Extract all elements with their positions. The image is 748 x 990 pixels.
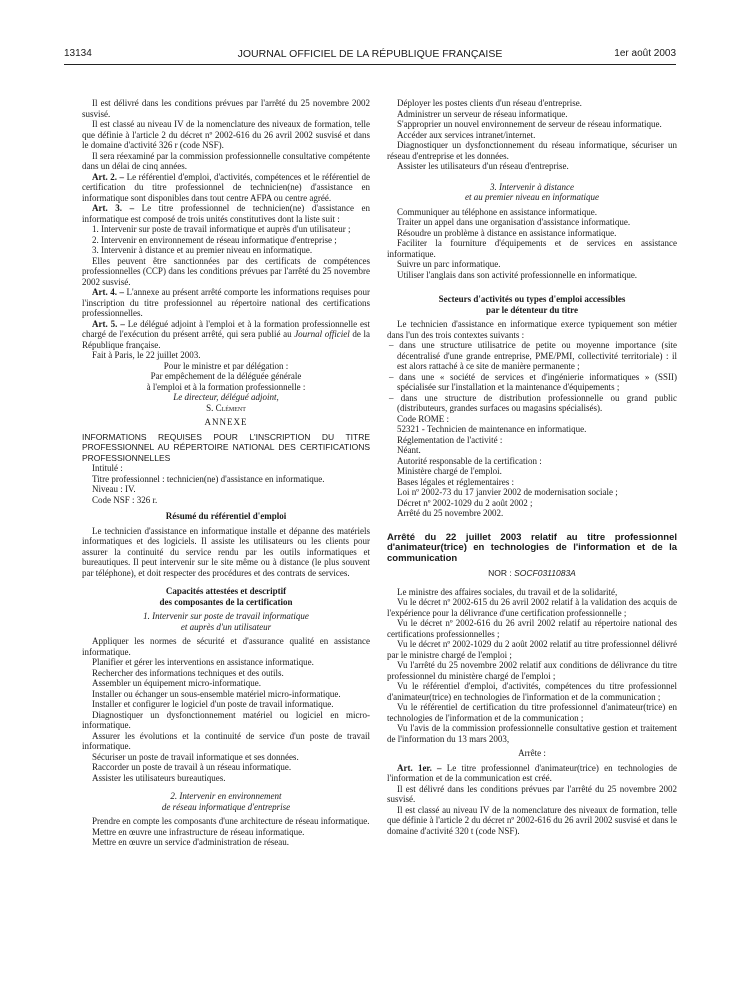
list-item: Accéder aux services intranet/internet. (397, 129, 536, 140)
field-value: Niveau : IV. (92, 484, 136, 494)
list-item: Vu le décret nº 2002-1029 du 2 août 2002 relatif au titre professionnel délivré par le ministre chargé de l'emploi ; (387, 639, 677, 660)
list-item: Sécuriser un poste de travail informatique et ses données. (92, 751, 299, 762)
list-item: Communiquer au téléphone en assistance informatique. (397, 206, 597, 217)
nor-reference (387, 568, 677, 579)
paragraph: Il est délivré dans les conditions prévues par l'arrêté du 25 novembre 2002 susvisé. (82, 98, 370, 119)
article-label: Art. 2. – (92, 171, 125, 182)
field-value: Loi nº 2002-73 du 17 janvier 2002 de modernisation sociale ; (397, 487, 618, 497)
article-1 (387, 763, 677, 784)
field-label: Bases légales et réglementaires : (397, 476, 514, 487)
right-column (387, 98, 677, 836)
page-header (64, 48, 676, 62)
visa-list (387, 597, 677, 744)
article-label: Art. 3. – (92, 203, 135, 213)
paragraph: Elles peuvent être sanctionnées par des certificats de compétences professionnelles (CCP) dans les conditions prévues par l'arrêté du 25 novembre 2002 susvisé. (82, 255, 370, 287)
list-item: Vu l'arrêté du 25 novembre 2002 relatif aux conditions de délivrance du titre professionnel du ministère chargé de l'emploi ; (387, 660, 677, 681)
list-item: Diagnostiquer un dysfonctionnement du réseau informatique, sécuriser un réseau d'entreprise et les données. (387, 140, 677, 161)
annexe-title: INFORMATIONS REQUISES POUR L'INSCRIPTION DU TITRE PROFESSIONNEL AU RÉPERTOIRE NATIONAL DES CERTIFICATIONS PROFESSIONNELLES (82, 431, 370, 463)
list-item: Installer ou échanger un sous-ensemble matériel micro-informatique. (92, 688, 341, 699)
signature-line: Par empêchement de la déléguée générale (150, 371, 302, 381)
list-item: Mettre en œuvre un service d'administration de réseau. (92, 837, 290, 847)
unit-item: 3. Intervenir à distance et au premier niveau en informatique. (92, 245, 313, 255)
list-item: Utiliser l'anglais dans son activité professionnelle en informatique. (397, 269, 638, 280)
list-item: Déployer les postes clients d'un réseau d'entreprise. (397, 98, 582, 108)
article-label: Art. 4. – (92, 287, 124, 297)
paragraph: Le ministre des affaires sociales, du travail et de la solidarité, (397, 586, 618, 597)
signature-date: Fait à Paris, le 22 juillet 2003. (92, 350, 201, 360)
section-heading: Capacités attestées et descriptif (165, 586, 287, 596)
subsection-title: de réseau informatique d'entreprise (161, 801, 291, 812)
paragraph: Il est délivré dans les conditions prévues par l'arrêté du 25 novembre 2002 susvisé. (387, 783, 677, 804)
list-item: Résoudre un problème à distance en assistance informatique. (397, 227, 617, 238)
list-item: Diagnostiquer un dysfonctionnement matériel ou logiciel en micro-informatique. (82, 709, 370, 730)
article-text: Le référentiel d'emploi, d'activités, compétences et le référentiel de certification du titre professionnel de technicien(ne) d'assistance en informatique sont disponibles dans tout centre AFPA ou centre agréé. (82, 171, 370, 203)
annexe-heading: ANNEXE (204, 417, 248, 427)
field-value: Ministère chargé de l'emploi. (397, 466, 502, 476)
field-label: Intitulé : (92, 463, 123, 473)
article-text: Le titre professionnel d'animateur(trice) en technologies de l'information et de la communication est créé. (387, 762, 677, 783)
subsection-title: et auprès d'un utilisateur (180, 621, 272, 632)
signature-line: Pour le ministre et par délégation : (163, 360, 289, 371)
journal-title: JOURNAL OFFICIEL DE LA RÉPUBLIQUE FRANÇAISE (237, 48, 503, 60)
paragraph: Le technicien d'assistance en informatique installe et dépanne des matériels informatiques et des logiciels. Il assiste les utilisateurs ou les clients pour assurer la continuité du service rendu par les outils informatiques et bureautiques. Il peut intervenir sur le site même ou à distance (le plus souvent par téléphone), et doit respecter des procédures et des contrats de services. (82, 525, 370, 578)
capacity-list (387, 207, 677, 281)
unit-item: 1. Intervenir sur poste de travail informatique et auprès d'un utilisateur ; (92, 224, 351, 234)
capacity-list (82, 816, 370, 848)
signature-line: à l'emploi et à la formation professionnelle : (146, 381, 306, 392)
field-value: Code NSF : 326 r. (92, 494, 158, 505)
list-item: Assurer les évolutions et la continuité de service d'un poste de travail informatique. (82, 730, 370, 751)
subsection-title: 3. Intervenir à distance (490, 181, 574, 192)
section-heading: des composantes de la certification (159, 596, 293, 607)
field-value: Arrêté du 25 novembre 2002. (397, 508, 504, 518)
subsection-title: et au premier niveau en informatique (465, 192, 599, 202)
article-label: Art. 1er. – (397, 762, 442, 773)
article-label: Art. 5. – (92, 318, 125, 329)
page-number: 13134 (64, 48, 92, 59)
capacity-list (387, 98, 677, 172)
article-text: Le titre professionnel de technicien(ne) d'assistance en informatique est composé de trois unités constitutives dont la liste suit : (82, 203, 370, 224)
field-value: Titre professionnel : technicien(ne) d'assistance en informatique. (92, 473, 325, 484)
unit-item: 2. Intervenir en environnement de réseau informatique d'entreprise ; (92, 234, 337, 245)
arrete-verb: Arrête : (518, 748, 546, 758)
list-item: Installer et configurer le logiciel d'un poste de travail informatique. (92, 699, 334, 709)
list-item: Assembler un équipement micro-informatique. (92, 678, 261, 688)
list-item: Vu le référentiel d'emploi, d'activités, compétences du titre professionnel d'animateur(trice) en technologies de l'information et de la communication ; (387, 681, 677, 702)
decree-title: Arrêté du 22 juillet 2003 relatif au titre professionnel d'animateur(trice) en technologies de l'information et de la communication (387, 531, 677, 564)
list-item: Vu le référentiel de certification du titre professionnel d'animateur(trice) en technologies de l'information et de la communication ; (387, 702, 677, 723)
paragraph: Il est classé au niveau IV de la nomenclature des niveaux de formation, telle que définie à l'article 2 du décret nº 2002-616 du 26 avril 2002 susvisé et dans le domaine d'activité 326 r (code NSF). (82, 119, 370, 150)
list-item: Prendre en compte les composants d'une architecture de réseau informatique. (92, 816, 370, 826)
signatory: S. Clément (206, 402, 246, 413)
section-heading: par le détenteur du titre (486, 304, 578, 315)
capacity-list (82, 636, 370, 783)
list-item: S'approprier un nouvel environnement de serveur de réseau informatique. (397, 119, 662, 129)
list-item: – dans une structure de distribution professionnelle ou grand public (distributeurs, grandes surfaces ou magasins spécialisés). (389, 392, 677, 413)
list-item: Raccorder un poste de travail à un réseau informatique. (92, 762, 292, 772)
paragraph: Le technicien d'assistance en informatique exerce typiquement son métier dans l'un des trois contextes suivants : (387, 319, 677, 340)
article-4 (82, 287, 370, 319)
article-text: de la République française. (82, 329, 370, 350)
section-heading: Résumé du référentiel d'emploi (165, 511, 287, 521)
field-label: Code ROME : (397, 413, 450, 424)
list-item: – dans une « société de services et d'ingénierie informatiques » (SSII) spécialisée sur l'installation et la maintenance d'équipements ; (389, 371, 677, 392)
article-text: Le délégué adjoint à l'emploi et à la formation professionnelle est chargé de l'exécution du présent arrêté, qui sera publié au (82, 318, 371, 339)
section-heading: Secteurs d'activités ou types d'emploi accessibles (438, 294, 626, 304)
list-item: Vu le décret nº 2002-616 du 26 avril 2002 relatif au répertoire national des certifications professionnelles ; (387, 618, 677, 639)
left-column (82, 98, 370, 848)
article-5 (82, 319, 370, 351)
list-item: Faciliter la fourniture d'équipements et de services en assistance informatique. (387, 238, 677, 259)
signature-line: Le directeur, délégué adjoint, (173, 392, 279, 402)
article-text: L'annexe au présent arrêté comporte les informations requises pour l'inscription du titre professionnel au répertoire national des certifications professionnelles. (82, 287, 370, 318)
article-3 (82, 203, 370, 224)
field-value: Néant. (397, 445, 421, 455)
article-2 (82, 172, 370, 204)
list-item: Vu le décret nº 2002-615 du 26 avril 2002 relatif à la validation des acquis de l'expérience pour la délivrance d'une certification professionnelle ; (387, 597, 677, 618)
list-item: Suivre un parc informatique. (397, 259, 501, 269)
list-item: Vu l'avis de la commission professionnelle consultative gestion et traitement de l'information du 13 mars 2003, (387, 723, 677, 744)
list-item: – dans une structure utilisatrice de petite ou moyenne importance (site décentralisé d'une grande entreprise, PME/PMI, collectivité territoriale) : il est alors rattaché à ce site de manière permanente ; (389, 340, 677, 371)
paragraph: Il est classé au niveau IV de la nomenclature des niveaux de formation, telle que définie à l'article 2 du décret nº 2002-616 du 26 avril 2002 susvisé et dans le domaine d'activité 320 t (code NSF). (387, 804, 677, 836)
field-label: Réglementation de l'activité : (397, 434, 503, 445)
list-item: Mettre en œuvre une infrastructure de réseau informatique. (92, 826, 305, 837)
nor-label: NOR : (488, 568, 515, 578)
issue-date: 1er août 2003 (614, 48, 676, 59)
field-value: Décret nº 2002-1029 du 2 août 2002 ; (397, 497, 533, 508)
field-value: 52321 - Technicien de maintenance en informatique. (397, 424, 587, 434)
list-item: Assister les utilisateurs d'un réseau d'entreprise. (397, 161, 569, 171)
list-item: Rechercher des informations techniques et des outils. (92, 667, 284, 678)
field-label: Autorité responsable de la certification : (397, 455, 542, 466)
nor-code: SOCF0311083A (514, 568, 576, 578)
header-rule (64, 64, 676, 65)
list-item: Traiter un appel dans une organisation d'assistance informatique. (397, 217, 631, 227)
paragraph: Il sera réexaminé par la commission professionnelle consultative compétente dans un délai de cinq années. (82, 150, 370, 171)
context-list (387, 340, 677, 414)
list-item: Assister les utilisateurs bureautiques. (92, 772, 226, 783)
list-item: Appliquer les normes de sécurité et d'assurance qualité en assistance informatique. (82, 636, 370, 657)
list-item: Administrer un serveur de réseau informatique. (397, 108, 568, 119)
journal-name: Journal officiel (294, 329, 350, 339)
list-item: Planifier et gérer les interventions en assistance informatique. (92, 657, 314, 667)
subsection-title: 2. Intervenir en environnement (170, 791, 282, 801)
subsection-title: 1. Intervenir sur poste de travail informatique (143, 611, 309, 621)
